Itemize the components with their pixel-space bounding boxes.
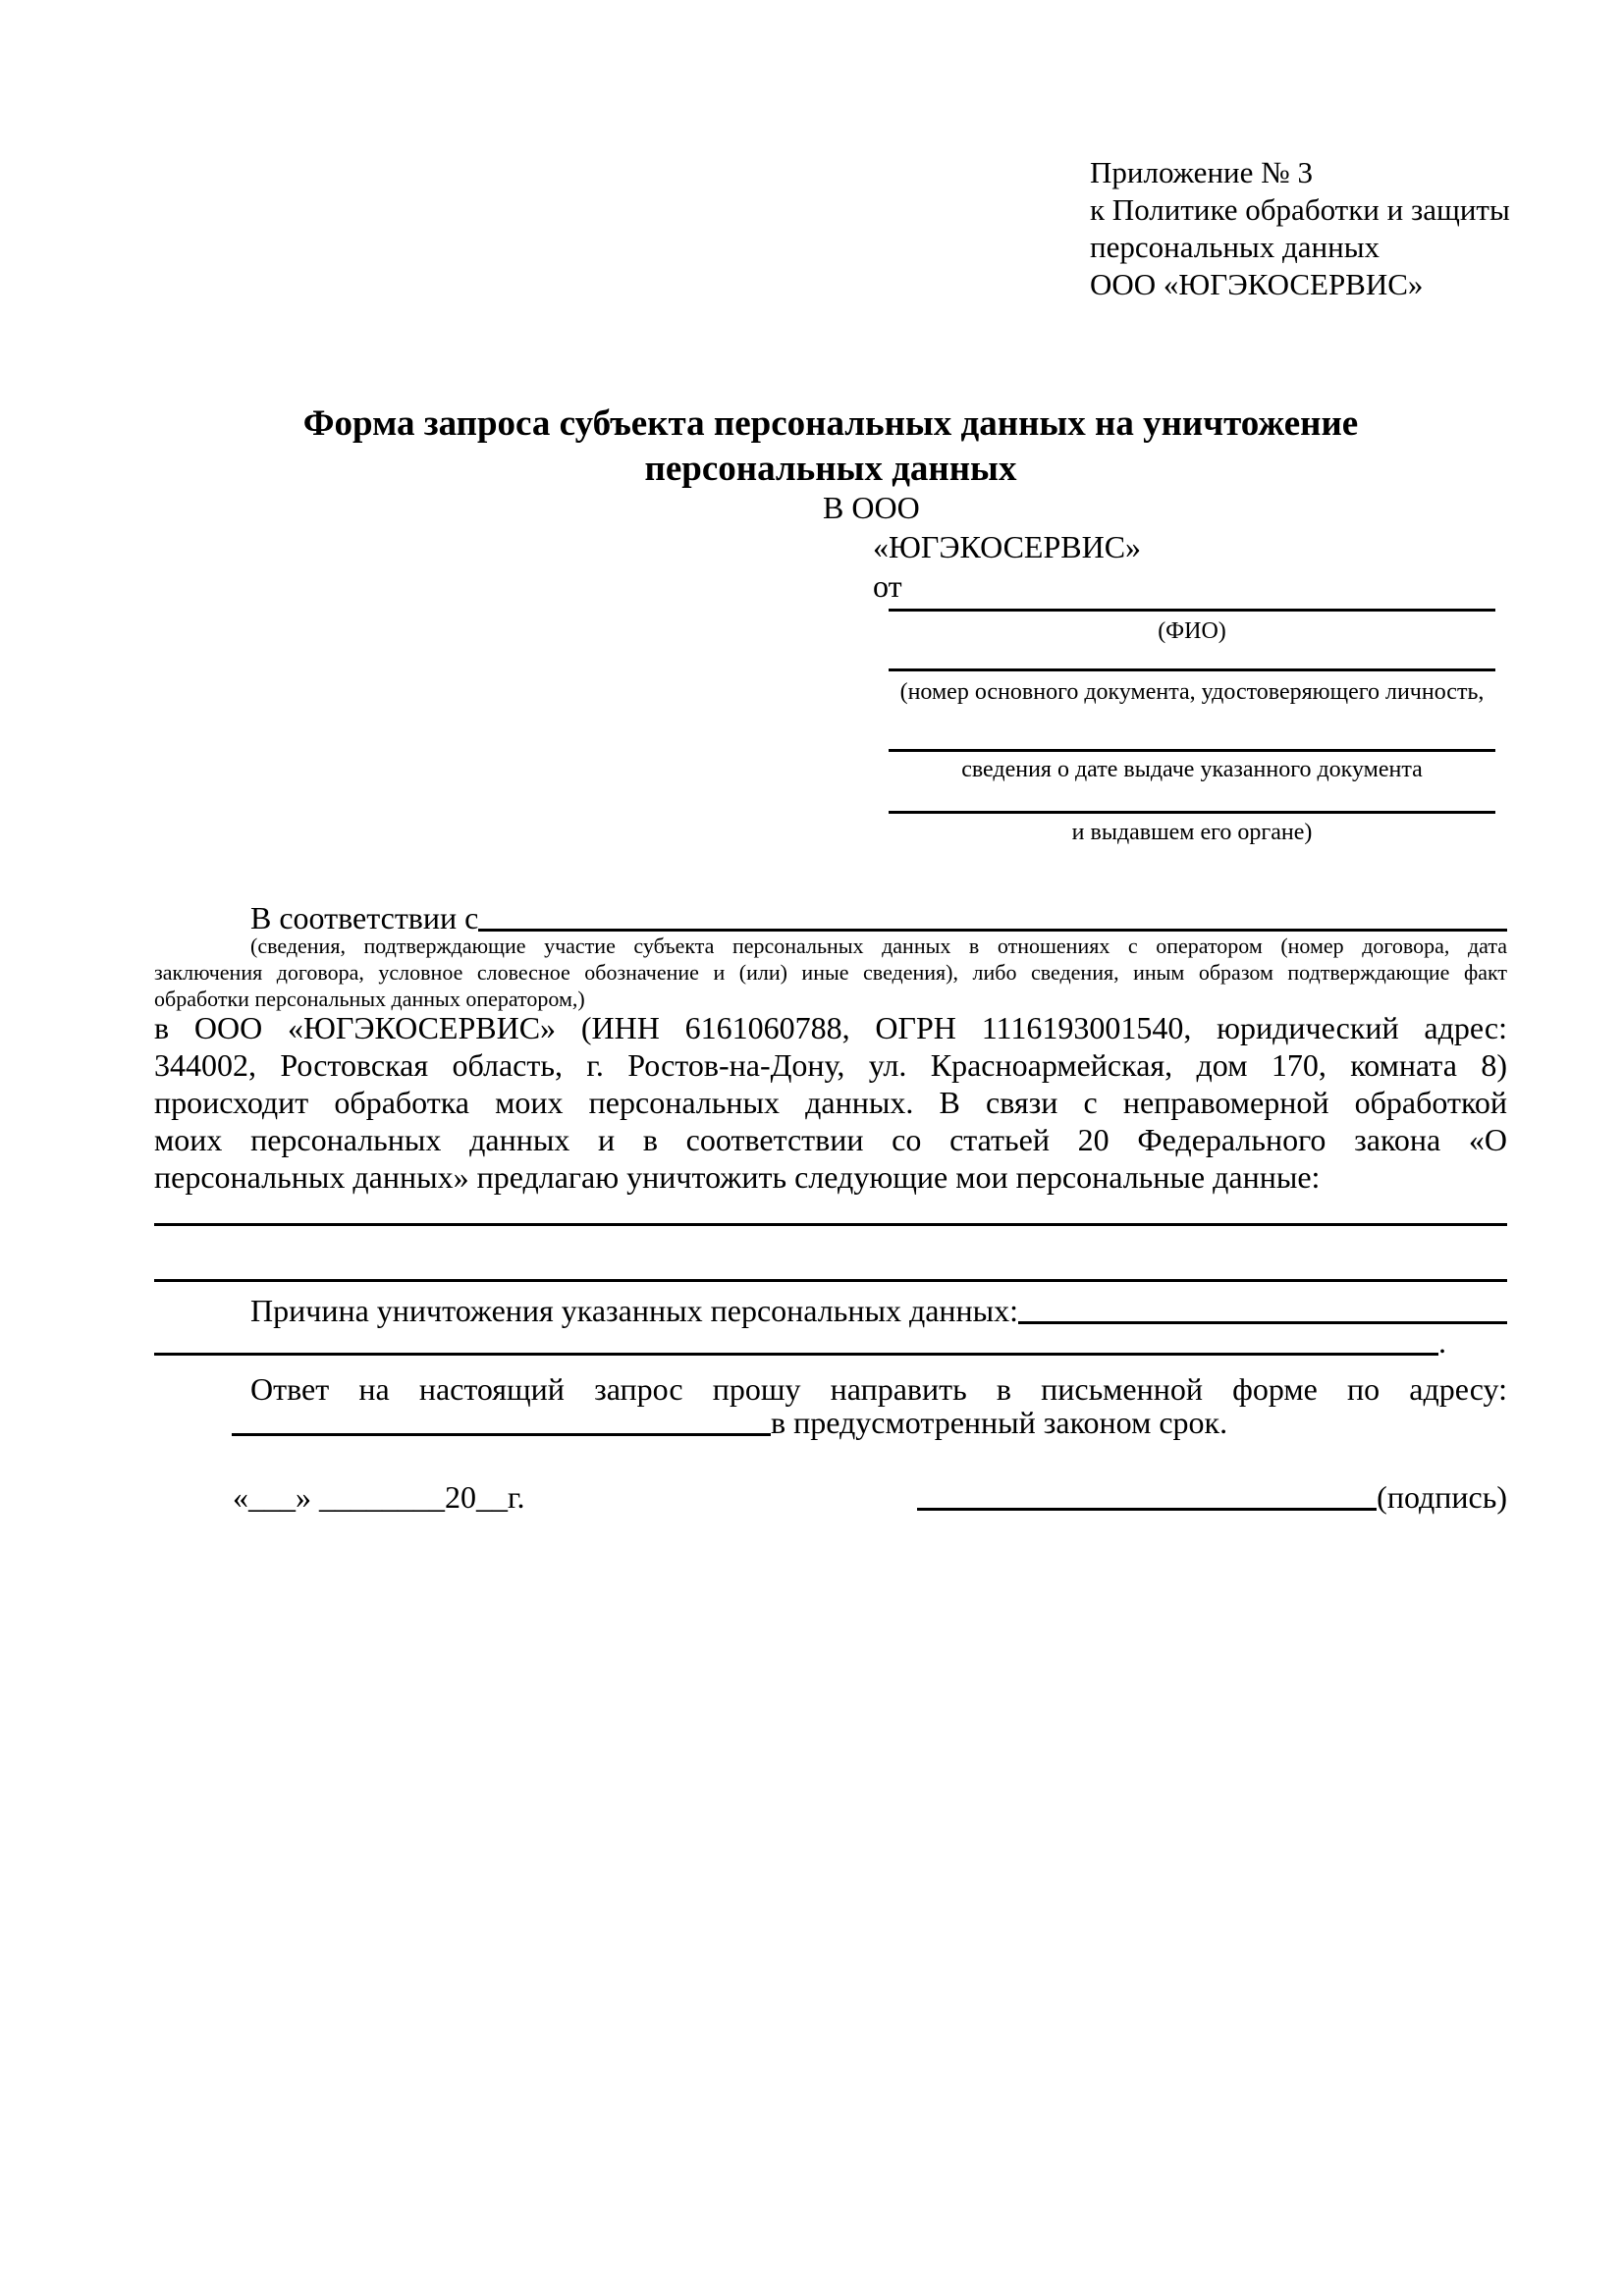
appendix-note-line: Приложение № 3: [1090, 155, 1313, 189]
issuer-blank-line: [889, 811, 1495, 814]
date-blank-field: «___» ________20__г.: [233, 1479, 525, 1515]
accordance-prefix: В соответствии с: [250, 900, 479, 935]
issue-date-caption: сведения о дате выдаче указанного документа: [961, 757, 1423, 782]
answer-paragraph-line: Ответ на настоящий запрос прошу направить в письменной форме по адресу:: [250, 1371, 1507, 1407]
body-paragraph-line: в ООО «ЮГЭКОСЕРВИС» (ИНН 6161060788, ОГРН 1116193001540, юридический адрес:: [154, 1010, 1507, 1045]
issuer-caption: и выдавшем его органе): [1071, 820, 1313, 845]
accordance-row: [154, 899, 1507, 936]
personal-data-blank-line: [154, 1279, 1507, 1282]
fio-caption: (ФИО): [1158, 618, 1226, 644]
accordance-note: [154, 933, 1507, 1012]
reason-continuation-row: [154, 1323, 1507, 1361]
document-title-line: персональных данных: [644, 449, 1017, 489]
accordance-note-line: (сведения, подтверждающие участие субъекта персональных данных в отношениях с оператором (номер договора, дата: [250, 934, 1507, 958]
appendix-note-line: ООО «ЮГЭКОСЕРВИС»: [1090, 267, 1424, 301]
addressee-to: В ООО: [823, 490, 920, 525]
body-paragraph: [154, 1009, 1507, 1196]
issue-date-blank-line: [889, 749, 1495, 752]
personal-data-blank-line: [154, 1223, 1507, 1226]
document-title: [154, 401, 1507, 492]
document-number-caption: (номер основного документа, удостоверяющего личность,: [899, 679, 1485, 705]
accordance-note-line: заключения договора, условное словесное обозначение и (или) иные сведения), либо сведения, иным образом подтверждающие факт: [154, 960, 1507, 985]
body-paragraph-line: 344002, Ростовская область, г. Ростов-на-Дону, ул. Красноармейская, дом 170, комната 8): [154, 1047, 1507, 1083]
accordance-blank-line: [478, 929, 1507, 932]
document-number-blank-line: [889, 668, 1495, 671]
signature-row: [917, 1478, 1507, 1516]
address-blank-line: [232, 1433, 771, 1436]
document-title-line: Форма запроса субъекта персональных данных на уничтожение: [302, 403, 1359, 444]
answer-paragraph-suffix: в предусмотренный законом срок.: [771, 1405, 1228, 1440]
signature-blank-line: [917, 1508, 1377, 1511]
accordance-note-line: обработки персональных данных оператором,): [154, 987, 585, 1011]
reason-blank-line: [154, 1353, 1438, 1356]
body-paragraph-line: происходит обработка моих персональных данных. В связи с неправомерной обработкой: [154, 1085, 1507, 1120]
body-paragraph-line: моих персональных данных и в соответствии со статьей 20 Федерального закона «О: [154, 1122, 1507, 1157]
reason-label: Причина уничтожения указанных персональных данных:: [250, 1293, 1019, 1328]
answer-address-row: [154, 1404, 1507, 1441]
addressee-org: «ЮГЭКОСЕРВИС»: [873, 529, 1142, 564]
appendix-note-line: к Политике обработки и защиты: [1090, 192, 1510, 227]
appendix-note: [1090, 154, 1510, 303]
signature-caption: (подпись): [1377, 1479, 1507, 1515]
addressee-from: от: [873, 568, 902, 604]
body-paragraph-line: персональных данных» предлагаю уничтожить следующие мои персональные данные:: [154, 1159, 1321, 1195]
reason-line-period: .: [1438, 1324, 1446, 1360]
fio-blank-line: [889, 609, 1495, 612]
appendix-note-line: персональных данных: [1090, 230, 1380, 264]
